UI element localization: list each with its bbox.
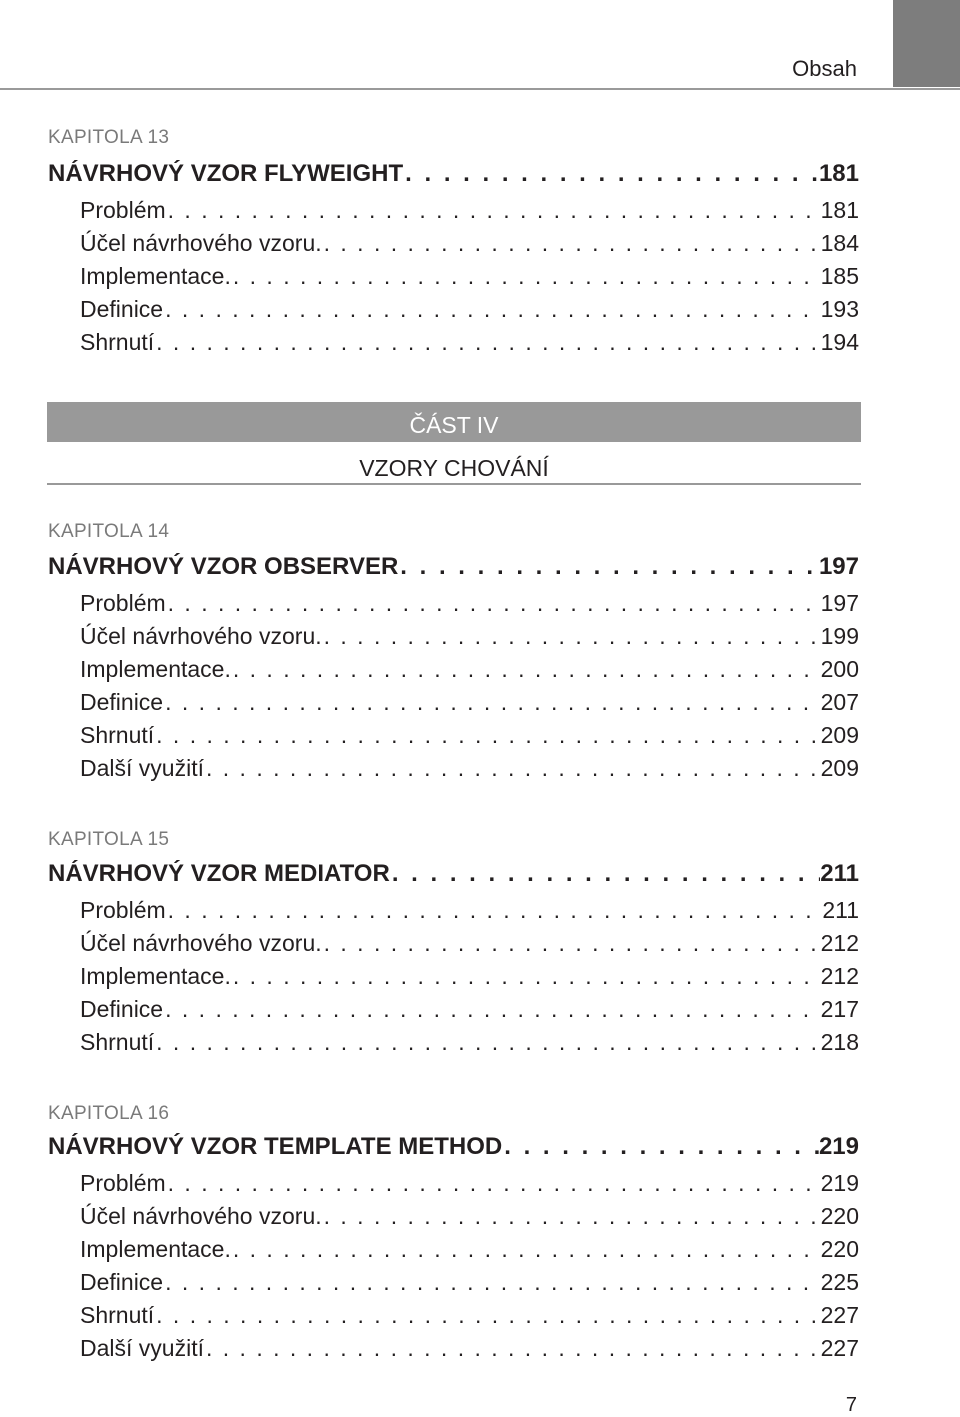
chapter-label: KAPITOLA 14: [48, 521, 170, 542]
dot-leader: [322, 230, 821, 257]
entry-page: 220: [820, 1236, 859, 1262]
toc-entry[interactable]: [80, 897, 859, 924]
entry-title: Shrnutí: [80, 1302, 155, 1328]
dot-leader: [204, 755, 821, 782]
entry-title: Účel návrhového vzoru.: [80, 930, 322, 956]
chapter-title: NÁVRHOVÝ VZOR TEMPLATE METHOD: [48, 1133, 503, 1160]
dot-leader: [166, 590, 821, 617]
dot-leader: [390, 860, 820, 888]
toc-entry[interactable]: [80, 1203, 859, 1230]
chapter-page: 181: [818, 160, 859, 187]
chapter-title-row[interactable]: [48, 860, 859, 888]
entry-title: Shrnutí: [80, 329, 155, 355]
toc-entry[interactable]: [80, 1170, 859, 1197]
chapter-title-row[interactable]: [48, 553, 859, 581]
toc-entry[interactable]: [80, 963, 859, 990]
entry-title: Implementace.: [80, 963, 231, 989]
page-number: 7: [845, 1394, 857, 1416]
dot-leader: [204, 1335, 821, 1362]
entry-title: Shrnutí: [80, 722, 155, 748]
entry-page: 185: [820, 263, 859, 289]
entry-title: Problém: [80, 1170, 166, 1196]
toc-entry[interactable]: [80, 1302, 859, 1329]
entry-page: 209: [820, 755, 859, 781]
toc-entry[interactable]: [80, 1269, 859, 1296]
entry-title: Definice: [80, 1269, 164, 1295]
entry-title: Definice: [80, 296, 164, 322]
entry-page: 197: [820, 590, 859, 616]
part-rule: [47, 483, 861, 485]
entry-title: Problém: [80, 590, 166, 616]
dot-leader: [154, 1029, 820, 1056]
entry-page: 184: [820, 230, 859, 256]
entry-page: 217: [820, 996, 859, 1022]
entry-title: Další využití: [80, 755, 204, 781]
entry-title: Problém: [80, 897, 166, 923]
entry-title: Účel návrhového vzoru.: [80, 1203, 322, 1229]
corner-thumb-tab: [893, 0, 960, 87]
entry-title: Implementace.: [80, 1236, 231, 1262]
chapter-label: KAPITOLA 15: [48, 829, 170, 850]
entry-title: Účel návrhového vzoru.: [80, 623, 322, 649]
chapter-title-row[interactable]: [48, 160, 859, 188]
toc-entry[interactable]: [80, 656, 859, 683]
dot-leader: [322, 623, 821, 650]
dot-leader: [163, 296, 821, 323]
dot-leader: [398, 553, 819, 581]
toc-entry[interactable]: [80, 689, 859, 716]
dot-leader: [231, 656, 821, 683]
entry-page: 181: [820, 197, 859, 223]
entry-page: 220: [820, 1203, 859, 1229]
part-banner: ČÁST IV: [47, 402, 861, 442]
toc-entry[interactable]: [80, 755, 859, 782]
running-head: Obsah: [792, 56, 857, 81]
entry-title: Definice: [80, 996, 164, 1022]
toc-entry[interactable]: [80, 263, 859, 290]
chapter-page: 197: [818, 553, 859, 580]
chapter-title: NÁVRHOVÝ VZOR OBSERVER: [48, 553, 399, 580]
chapter-label: KAPITOLA 13: [48, 127, 170, 148]
toc-entry[interactable]: [80, 722, 859, 749]
dot-leader: [322, 930, 821, 957]
entry-page: 200: [820, 656, 859, 682]
chapter-title: NÁVRHOVÝ VZOR FLYWEIGHT: [48, 160, 404, 187]
dot-leader: [322, 1203, 821, 1230]
entry-page: 227: [820, 1335, 859, 1361]
part-title: VZORY CHOVÁNÍ: [359, 455, 549, 481]
dot-leader: [231, 1236, 821, 1263]
entry-page: 194: [820, 329, 859, 355]
toc-entry[interactable]: [80, 1029, 859, 1056]
chapter-page: 219: [818, 1133, 859, 1160]
chapter-title-row[interactable]: [48, 1133, 859, 1161]
toc-entry[interactable]: [80, 930, 859, 957]
toc-entry[interactable]: [80, 1236, 859, 1263]
entry-title: Definice: [80, 689, 164, 715]
entry-title: Implementace.: [80, 263, 231, 289]
dot-leader: [166, 1170, 821, 1197]
chapter-page: 211: [820, 860, 859, 887]
dot-leader: [154, 329, 820, 356]
entry-title: Další využití: [80, 1335, 204, 1361]
dot-leader: [163, 1269, 821, 1296]
toc-entry[interactable]: [80, 1335, 859, 1362]
entry-title: Shrnutí: [80, 1029, 155, 1055]
toc-entry[interactable]: [80, 590, 859, 617]
entry-page: 218: [820, 1029, 859, 1055]
dot-leader: [154, 1302, 820, 1329]
dot-leader: [502, 1133, 819, 1161]
entry-page: 227: [820, 1302, 859, 1328]
header-rule: [0, 88, 960, 90]
dot-leader: [154, 722, 820, 749]
toc-entry[interactable]: [80, 623, 859, 650]
entry-page: 199: [820, 623, 859, 649]
toc-entry[interactable]: [80, 230, 859, 257]
entry-page: 219: [820, 1170, 859, 1196]
entry-title: Účel návrhového vzoru.: [80, 230, 322, 256]
entry-page: 207: [820, 689, 859, 715]
entry-title: Problém: [80, 197, 166, 223]
entry-page: 193: [820, 296, 859, 322]
dot-leader: [403, 160, 819, 188]
toc-entry[interactable]: [80, 329, 859, 356]
toc-entry[interactable]: [80, 996, 859, 1023]
entry-page: 212: [820, 930, 859, 956]
entry-title: Implementace.: [80, 656, 231, 682]
dot-leader: [166, 897, 823, 924]
chapter-title: NÁVRHOVÝ VZOR MEDIATOR: [48, 860, 390, 887]
entry-page: 212: [820, 963, 859, 989]
dot-leader: [231, 963, 821, 990]
toc-entry[interactable]: [80, 296, 859, 323]
chapter-label: KAPITOLA 16: [48, 1103, 170, 1124]
entry-page: 209: [820, 722, 859, 748]
entry-page: 211: [822, 897, 859, 923]
dot-leader: [166, 197, 821, 224]
dot-leader: [163, 689, 821, 716]
dot-leader: [231, 263, 821, 290]
entry-page: 225: [820, 1269, 859, 1295]
toc-entry[interactable]: [80, 197, 859, 224]
dot-leader: [163, 996, 821, 1023]
